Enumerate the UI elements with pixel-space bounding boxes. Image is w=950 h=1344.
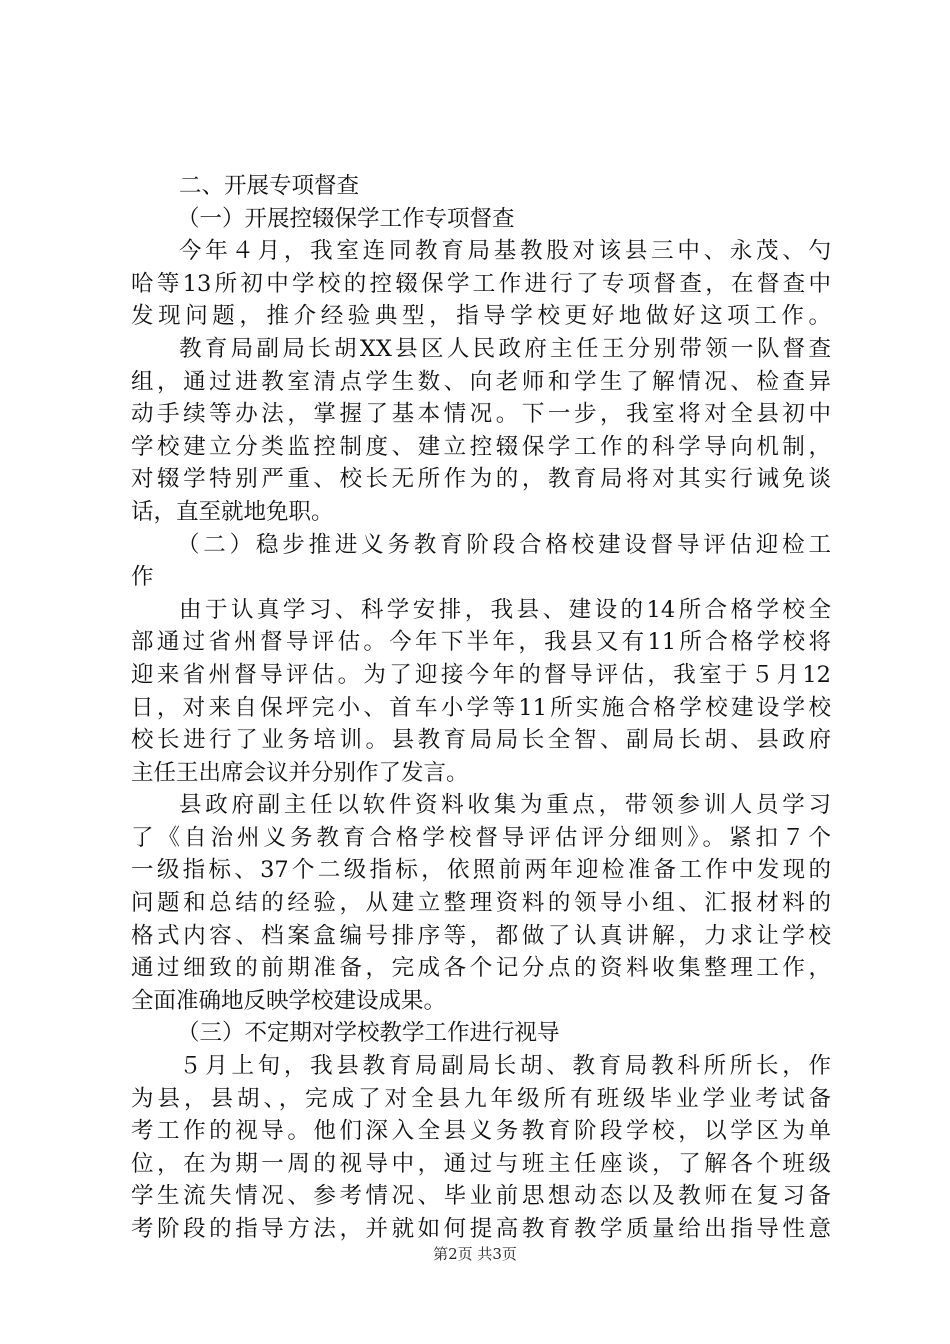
subsection-heading-continued: 作: [131, 564, 154, 591]
paragraph-line: 县政府副主任以软件资料收集为重点，带领参训人员学习: [179, 792, 831, 819]
paragraph-line: 主任王出席会议并分别作了发言。: [131, 759, 469, 786]
paragraph-line: 迎来省州督导评估。为了迎接今年的督导评估，我室于５月12: [131, 661, 831, 688]
paragraph-line: 日，对来自保坪完小、首车小学等11所实施合格学校建设学校: [131, 694, 831, 721]
page-number-footer: 第2页 共3页: [433, 1245, 517, 1263]
paragraph-line: 今年４月，我室连同教育局基教股对该县三中、永茂、勺: [179, 238, 831, 265]
subsection-heading: （一）开展控辍保学工作专项督查: [177, 205, 515, 232]
paragraph-line: 位，在为期一周的视导中，通过与班主任座谈，了解各个班级: [131, 1150, 831, 1177]
paragraph-line: 对辍学特别严重、校长无所作为的，教育局将对其实行诫免谈: [131, 466, 831, 493]
paragraph-line: 考阶段的指导方法，并就如何提高教育教学质量给出指导性意: [131, 1216, 831, 1242]
paragraph-line: 格式内容、档案盒编号排序等，都做了认真讲解，力求让学校: [131, 922, 831, 949]
paragraph-line: 通过细致的前期准备，完成各个记分点的资料收集整理工作，: [131, 955, 831, 982]
paragraph-line: 发现问题，推介经验典型，指导学校更好地做好这项工作。: [131, 303, 831, 330]
section-heading: 二、开展专项督查: [179, 173, 360, 199]
paragraph-line: 由于认真学习、科学安排，我县、建设的14所合格学校全: [179, 596, 831, 623]
paragraph-line: 问题和总结的经验，从建立整理资料的领导小组、汇报材料的: [131, 890, 831, 917]
paragraph-line: ５月上旬，我县教育局副局长胡、教育局教科所所长，作: [179, 1053, 831, 1080]
paragraph-line: 动手续等办法，掌握了基本情况。下一步，我室将对全县初中: [131, 401, 831, 428]
paragraph-line: 为县，县胡、，完成了对全县九年级所有班级毕业学业考试备: [131, 1085, 831, 1112]
paragraph-line: 教育局副局长胡XX县区人民政府主任王分别带领一队督查: [179, 335, 831, 362]
paragraph-line: 部通过省州督导评估。今年下半年，我县又有11所合格学校将: [131, 629, 831, 656]
paragraph-line: 学生流失情况、参考情况、毕业前思想动态以及教师在复习备: [131, 1183, 831, 1210]
paragraph-line: 了《自治州义务教育合格学校督导评估评分细则》。紧扣７个: [131, 824, 831, 851]
paragraph-line: 考工作的视导。他们深入全县义务教育阶段学校，以学区为单: [131, 1118, 831, 1145]
paragraph-line: 一级指标、37个二级指标，依照前两年迎检准备工作中发现的: [131, 857, 831, 884]
paragraph-line: 话，直至就地免职。: [131, 498, 334, 525]
paragraph-line: 哈等13所初中学校的控辍保学工作进行了专项督查，在督查中: [131, 270, 831, 297]
subsection-heading: （二）稳步推进义务教育阶段合格校建设督导评估迎检工: [177, 531, 831, 558]
paragraph-line: 校长进行了业务培训。县教育局局长全智、副局长胡、县政府: [131, 727, 831, 754]
subsection-heading: （三）不定期对学校教学工作进行视导: [177, 1020, 560, 1047]
paragraph-line: 组，通过进教室清点学生数、向老师和学生了解情况、检查异: [131, 368, 831, 395]
document-body: [131, 170, 831, 1246]
paragraph-line: 学校建立分类监控制度、建立控辍保学工作的科学导向机制，: [131, 433, 831, 460]
paragraph-line: 全面准确地反映学校建设成果。: [131, 987, 447, 1014]
